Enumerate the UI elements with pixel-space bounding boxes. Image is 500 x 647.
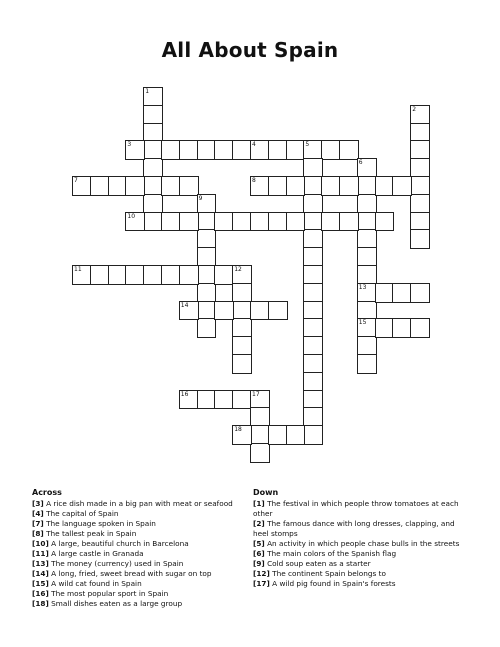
- across-clue-list: [32, 499, 247, 609]
- clue-item-text: Cold soup eaten as a starter: [264, 559, 371, 568]
- grid-cell[interactable]: [232, 212, 252, 232]
- clue-item: [32, 589, 247, 599]
- clue-item: [253, 559, 468, 569]
- clue-item-text: The language spoken in Spain: [43, 519, 156, 528]
- grid-cell[interactable]: [286, 425, 306, 445]
- clue-number: 10: [127, 212, 136, 220]
- grid-cell[interactable]: [143, 212, 163, 232]
- clue-item-number: [13]: [32, 559, 49, 568]
- clue-item: [253, 539, 468, 549]
- clue-number: 13: [358, 283, 367, 291]
- clue-number: 17: [252, 390, 260, 398]
- grid-cell[interactable]: [179, 265, 199, 285]
- clue-item-text: The festival in which people throw tomatoes at each other: [253, 499, 459, 518]
- grid-cell[interactable]: [339, 212, 359, 232]
- grid-cell[interactable]: [232, 354, 252, 374]
- clue-number: 9: [198, 194, 203, 202]
- clue-item: [32, 569, 247, 579]
- clue-item-number: [5]: [253, 539, 265, 548]
- clue-item-text: The main colors of the Spanish flag: [264, 549, 397, 558]
- clue-item: [253, 499, 468, 519]
- down-heading: Down: [253, 488, 279, 497]
- clue-number: 2: [412, 105, 417, 113]
- clue-item-text: A wild cat found in Spain: [48, 579, 142, 588]
- clue-item-number: [1]: [253, 499, 265, 508]
- clue-number: 4: [252, 141, 256, 149]
- across-clues: [32, 488, 247, 609]
- clue-item: [32, 499, 247, 509]
- clue-number: 15: [358, 319, 367, 327]
- clue-item-number: [7]: [32, 519, 44, 528]
- grid-cell[interactable]: [125, 176, 145, 196]
- grid-cell[interactable]: [286, 176, 306, 196]
- clue-item: [253, 519, 468, 539]
- grid-cell[interactable]: [232, 336, 252, 356]
- clue-item: [32, 579, 247, 589]
- across-heading: Across: [32, 488, 62, 497]
- grid-cell[interactable]: [286, 212, 306, 232]
- clue-item: [253, 549, 468, 559]
- grid-cell[interactable]: [303, 158, 323, 178]
- clue-number: 8: [252, 177, 256, 184]
- clue-number: 3: [127, 141, 132, 149]
- clue-item-number: [2]: [253, 519, 265, 528]
- grid-cell[interactable]: [197, 247, 217, 267]
- grid-cell[interactable]: [321, 176, 341, 196]
- clue-item-text: The most popular sport in Spain: [48, 589, 169, 598]
- clue-item-number: [17]: [253, 579, 270, 588]
- grid-cell[interactable]: [410, 229, 430, 249]
- clue-number: 12: [234, 266, 242, 273]
- clue-item-text: A rice dish made in a big pan with meat or seafood: [43, 499, 233, 508]
- clue-item-text: The tallest peak in Spain: [43, 529, 137, 538]
- clue-item-text: A large castle in Granada: [48, 549, 144, 558]
- clue-item-text: A long, fried, sweet bread with sugar on top: [48, 569, 212, 578]
- grid-cell[interactable]: [197, 318, 217, 338]
- puzzle-title: All About Spain: [161, 38, 339, 62]
- grid-cell[interactable]: [303, 336, 323, 356]
- clue-item: [32, 599, 247, 609]
- grid-cell[interactable]: [410, 318, 430, 338]
- clue-number: 6: [358, 159, 363, 167]
- grid-cell[interactable]: [357, 354, 377, 374]
- grid-cell[interactable]: [268, 301, 288, 321]
- clue-item-number: [8]: [32, 529, 44, 538]
- clue-number: 7: [74, 177, 78, 184]
- clue-number: 18: [234, 426, 242, 434]
- grid-cell[interactable]: [339, 176, 359, 196]
- clue-number: 1: [145, 88, 150, 95]
- grid-cell[interactable]: [410, 283, 430, 303]
- clue-item: [32, 549, 247, 559]
- clue-number: 5: [305, 141, 310, 149]
- clue-number: 11: [74, 266, 82, 273]
- grid-cell[interactable]: [214, 301, 234, 321]
- clue-item: [253, 579, 468, 589]
- grid-cell[interactable]: [303, 425, 323, 445]
- clue-item-number: [3]: [32, 499, 44, 508]
- grid-cell[interactable]: [375, 212, 395, 232]
- clue-number: 14: [180, 301, 189, 309]
- grid-cell[interactable]: [303, 247, 323, 267]
- clue-item-number: [14]: [32, 569, 49, 578]
- down-clues: [253, 488, 468, 589]
- clue-item-text: A wild pig found in Spain's forests: [269, 579, 396, 588]
- clue-item-number: [12]: [253, 569, 270, 578]
- grid-cell[interactable]: [357, 336, 377, 356]
- clue-item-number: [15]: [32, 579, 49, 588]
- clue-item-text: The capital of Spain: [43, 509, 119, 518]
- clue-item: [253, 569, 468, 579]
- grid-cell[interactable]: [143, 158, 163, 178]
- clue-item-number: [16]: [32, 589, 49, 598]
- clue-item-number: [18]: [32, 599, 49, 608]
- clue-item-text: An activity in which people chase bulls in the streets: [264, 539, 460, 548]
- clue-item: [32, 509, 247, 519]
- clue-item-text: The money (currency) used in Spain: [48, 559, 184, 568]
- clue-item-number: [10]: [32, 539, 49, 548]
- clue-number: 16: [180, 390, 189, 398]
- clue-item-number: [6]: [253, 549, 265, 558]
- clue-item-text: Small dishes eaten as a large group: [48, 599, 183, 608]
- grid-cell[interactable]: [232, 140, 252, 160]
- grid-cell[interactable]: [250, 443, 270, 463]
- down-clue-list: [253, 499, 468, 589]
- clue-item-text: A large, beautiful church in Barcelona: [48, 539, 189, 548]
- clue-item-text: The continent Spain belongs to: [269, 569, 386, 578]
- grid-cell[interactable]: [143, 265, 163, 285]
- clue-item-number: [11]: [32, 549, 49, 558]
- clue-item-number: [4]: [32, 509, 44, 518]
- grid-cell[interactable]: [321, 212, 341, 232]
- clue-item: [32, 539, 247, 549]
- clue-item: [32, 529, 247, 539]
- grid-cell[interactable]: [232, 390, 252, 410]
- clue-item: [32, 519, 247, 529]
- clue-item-text: The famous dance with long dresses, clapping, and heel stomps: [253, 519, 455, 538]
- grid-cell[interactable]: [410, 158, 430, 178]
- grid-cell[interactable]: [392, 176, 412, 196]
- grid-cell[interactable]: [179, 212, 199, 232]
- clue-item-number: [9]: [253, 559, 265, 568]
- grid-cell[interactable]: [321, 140, 341, 160]
- grid-cell[interactable]: [357, 247, 377, 267]
- clue-item: [32, 559, 247, 569]
